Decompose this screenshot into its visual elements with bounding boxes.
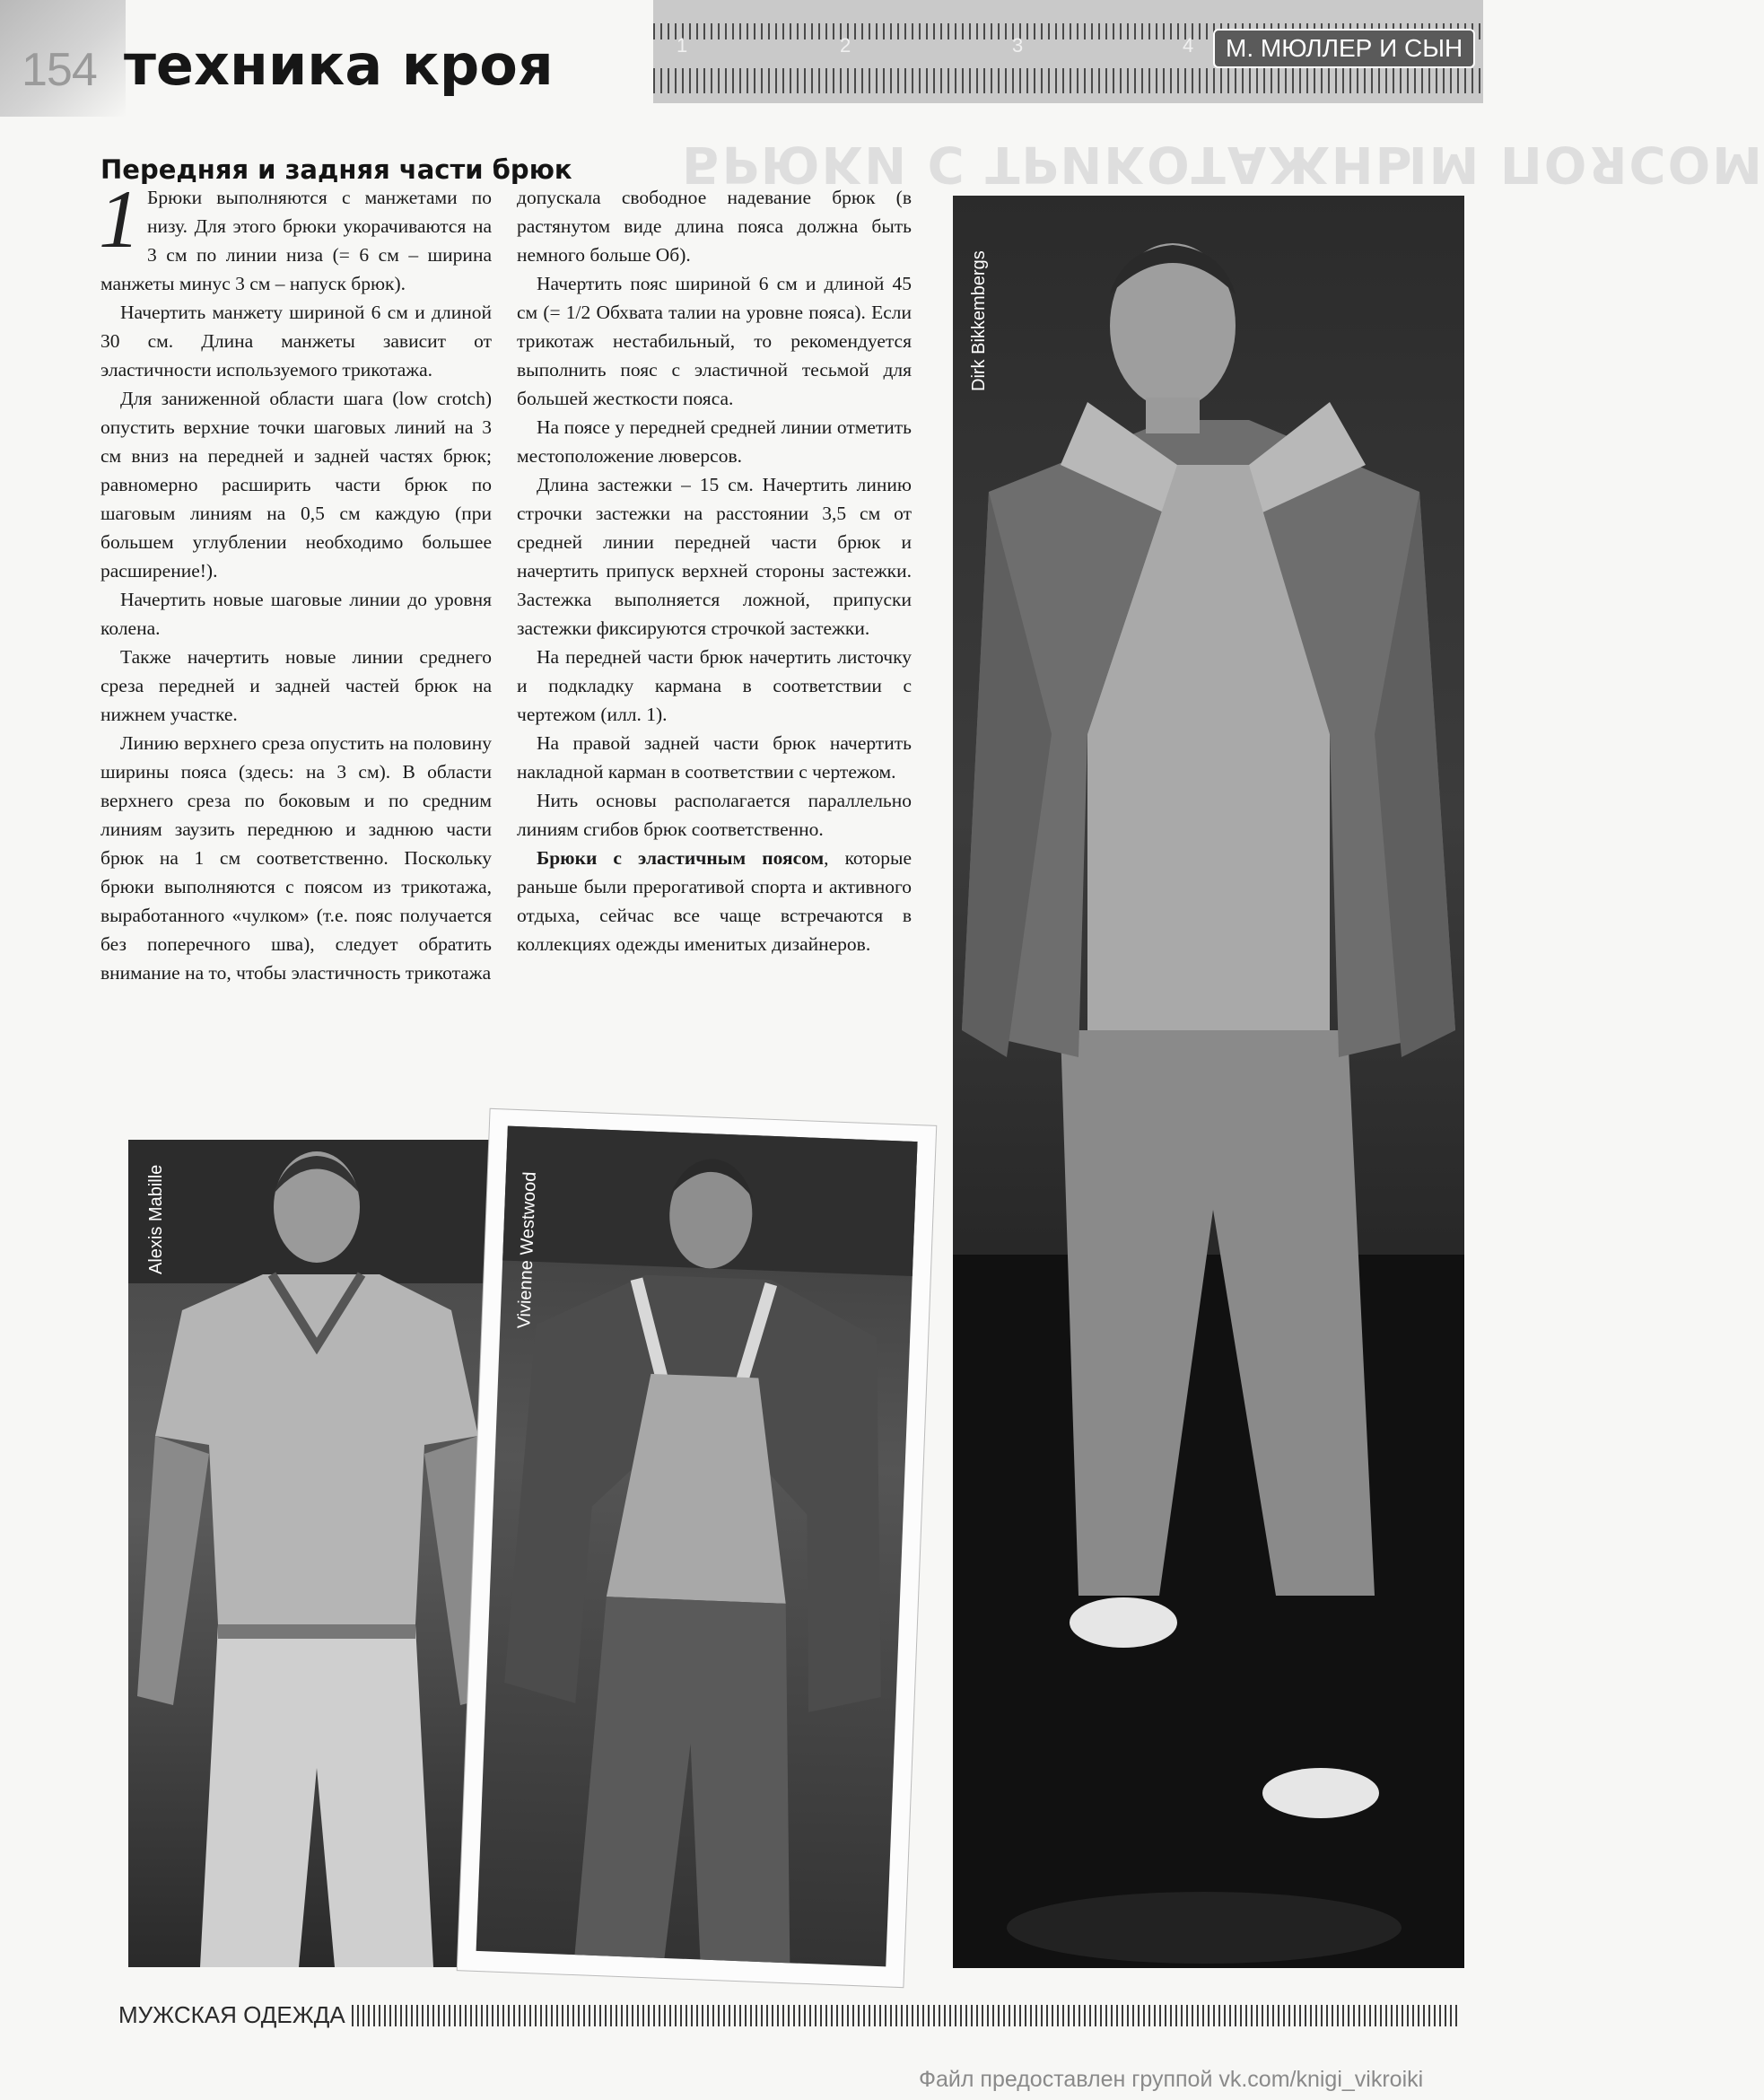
- publisher-badge: М. МЮЛЛЕР И СЫН: [1213, 29, 1475, 68]
- source-credit: Файл предоставлен группой vk.com/knigi_vikroiki: [919, 2067, 1424, 2092]
- paragraph: На передней части брюк начертить листочку и подкладку кармана в соответствии с чертежом (илл. 1).: [517, 646, 912, 725]
- bold-lead: Брюки с эластичным поясом: [537, 847, 825, 869]
- text-column-1: [99, 173, 492, 987]
- paragraph: Начертить манжету шириной 6 см и длиной 30 см. Длина манжеты зависит от эластичности используемого трикотажа.: [100, 302, 492, 381]
- runway-photo-vivienne-westwood: [476, 1126, 918, 1967]
- paragraph: Также начертить новые линии среднего среза передней и задней частей брюк на нижнем участке.: [100, 646, 492, 725]
- paragraph: На правой задней части брюк начертить накладной карман в соответствии с чертежом.: [517, 732, 912, 783]
- designer-label: Alexis Mabille: [146, 1164, 166, 1274]
- runway-figure-illustration: [128, 1140, 507, 1967]
- article-title: Передняя и задняя части брюк: [100, 154, 572, 185]
- paragraph: [99, 173, 492, 298]
- page-number: 154: [22, 44, 97, 96]
- footer-label: МУЖСКАЯ ОДЕЖДА: [118, 2001, 345, 2028]
- footer-barcode-strip: [352, 2005, 1461, 2026]
- runway-figure-illustration: [476, 1126, 918, 1967]
- runway-photo-alexis-mabille: [128, 1140, 507, 1967]
- text-column-2: [517, 183, 912, 958]
- paragraph-text: , которые раньше были прерогативой спорта и активного отдыха, сейчас все чаще встречаются в коллекциях одежды именитых дизайнеров.: [517, 847, 912, 955]
- paragraph: Начертить новые шаговые линии до уровня колена.: [100, 589, 492, 639]
- ruler-number: 4: [1183, 34, 1194, 57]
- paragraph: Нить основы располагается параллельно линиям сгибов брюк соответственно.: [517, 790, 912, 840]
- paragraph: Начертить пояс шириной 6 см и длиной 45 см (= 1/2 Обхвата талии на уровне пояса). Если трикотаж нестабильный, то рекомендуется выполнить пояс с эластичной тесьмой для большей жесткости пояса.: [517, 273, 912, 409]
- background-heading: БРЮКИ С ТРИКОТАЖНЫМ ПОЯСОМ: [682, 135, 1764, 193]
- ruler-number: 2: [840, 34, 851, 57]
- designer-label: Vivienne Westwood: [514, 1171, 540, 1329]
- paragraph: Для заниженной области шага (low crotch) опустить верхние точки шаговых линий на 3 см вниз на передней и задней частях брюк; равномерно расширить части брюк по шаговым линиям на 0,5 см каждую (при большем углублении необходимо большее расширение!).: [100, 388, 492, 582]
- runway-figure-illustration: [953, 196, 1464, 1968]
- paragraph: Длина застежки – 15 см. Начертить линию строчки застежки на расстоянии 3,5 см от средней линии передней части брюк и начертить припуск верхней стороны застежки. Застежка выполняется ложной, припуски застежки фиксируются строчкой застежки.: [517, 474, 912, 639]
- paragraph: допускала свободное надевание брюк (в растянутом виде длина пояса должна быть немного больше Об).: [517, 187, 912, 266]
- drop-cap: 1: [99, 173, 140, 265]
- designer-label: Dirk Bikkembergs: [969, 250, 989, 391]
- paragraph: [517, 844, 912, 958]
- paragraph: На поясе у передней средней линии отметить местоположение люверсов.: [517, 416, 912, 467]
- runway-photo-dirk-bikkembergs: [953, 196, 1464, 1968]
- paragraph: Линию верхнего среза опустить на половину ширины пояса (здесь: на 3 см). В области верхнего среза по боковым и по средним линиям заузить переднюю и заднюю части брюк на 1 см соответственно. Поскольку брюки выполняются с поясом из трикотажа, выработанного «чулком» (т.е. пояс получается без поперечного шва), следует обратить внимание на то, чтобы эластичность трикотажа: [100, 732, 492, 984]
- ruler-number: 3: [1012, 34, 1024, 57]
- section-title: техника кроя: [124, 32, 554, 98]
- ruler-number: 1: [677, 34, 688, 57]
- photo-frame: [458, 1109, 936, 1987]
- paragraph-text: Брюки выполняются с манжетами по низу. Для этого брюки укорачиваются на 3 см по линии низа (= 6 см – ширина манжеты минус 3 см – напуск брюк).: [100, 187, 492, 294]
